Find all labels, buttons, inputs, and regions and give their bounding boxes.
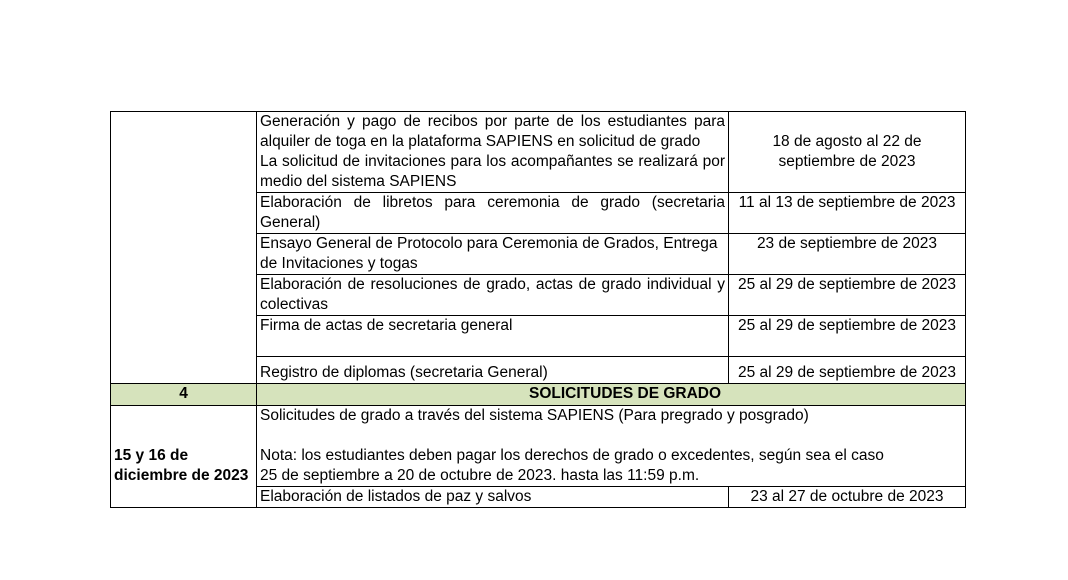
table-row [111,406,966,487]
date-cell: 11 al 13 de septiembre de 2023 [729,193,966,234]
date-cell: 23 al 27 de octubre de 2023 [729,487,966,508]
date-cell: 23 de septiembre de 2023 [729,234,966,275]
activity-cell: Firma de actas de secretaria general [257,316,729,357]
activity-cell: Registro de diplomas (secretaria General) [257,357,729,384]
section-header-row [111,384,966,406]
activity-cell: Ensayo General de Protocolo para Ceremonia de Grados, Entrega de Invitaciones y togas [257,234,729,275]
blank-line [260,426,962,446]
request-cell [257,406,966,487]
schedule-table [110,111,966,508]
date-cell: 25 al 29 de septiembre de 2023 [729,316,966,357]
note-text: Nota: los estudiantes deben pagar los derechos de grado o excedentes, según sea el caso [260,447,884,464]
activity-text: La solicitud de invitaciones para los acompañantes se realizará por medio del sistema SAPIENS [260,153,725,190]
activity-cell: Elaboración de libretos para ceremonia de grado (secretaria General) [257,193,729,234]
activity-text: Generación y pago de recibos por parte de los estudiantes para alquiler de toga en la plataforma SAPIENS en solicitud de grado [260,113,725,150]
empty-cell [111,112,257,384]
activity-cell [257,112,729,193]
event-date-cell: 15 y 16 de diciembre de 2023 [111,406,257,508]
date-cell: 25 al 29 de septiembre de 2023 [729,275,966,316]
date-cell: 25 al 29 de septiembre de 2023 [729,357,966,384]
activity-cell: Elaboración de listados de paz y salvos [257,487,729,508]
request-text: Solicitudes de grado a través del sistema SAPIENS (Para pregrado y posgrado) [260,407,809,424]
date-cell: 18 de agosto al 22 de septiembre de 2023 [729,112,966,193]
section-title: SOLICITUDES DE GRADO [257,384,966,406]
section-number: 4 [111,384,257,406]
activity-cell: Elaboración de resoluciones de grado, actas de grado individual y colectivas [257,275,729,316]
table-row [111,112,966,193]
deadline-text: 25 de septiembre a 20 de octubre de 2023. hasta las 11:59 p.m. [260,467,700,484]
